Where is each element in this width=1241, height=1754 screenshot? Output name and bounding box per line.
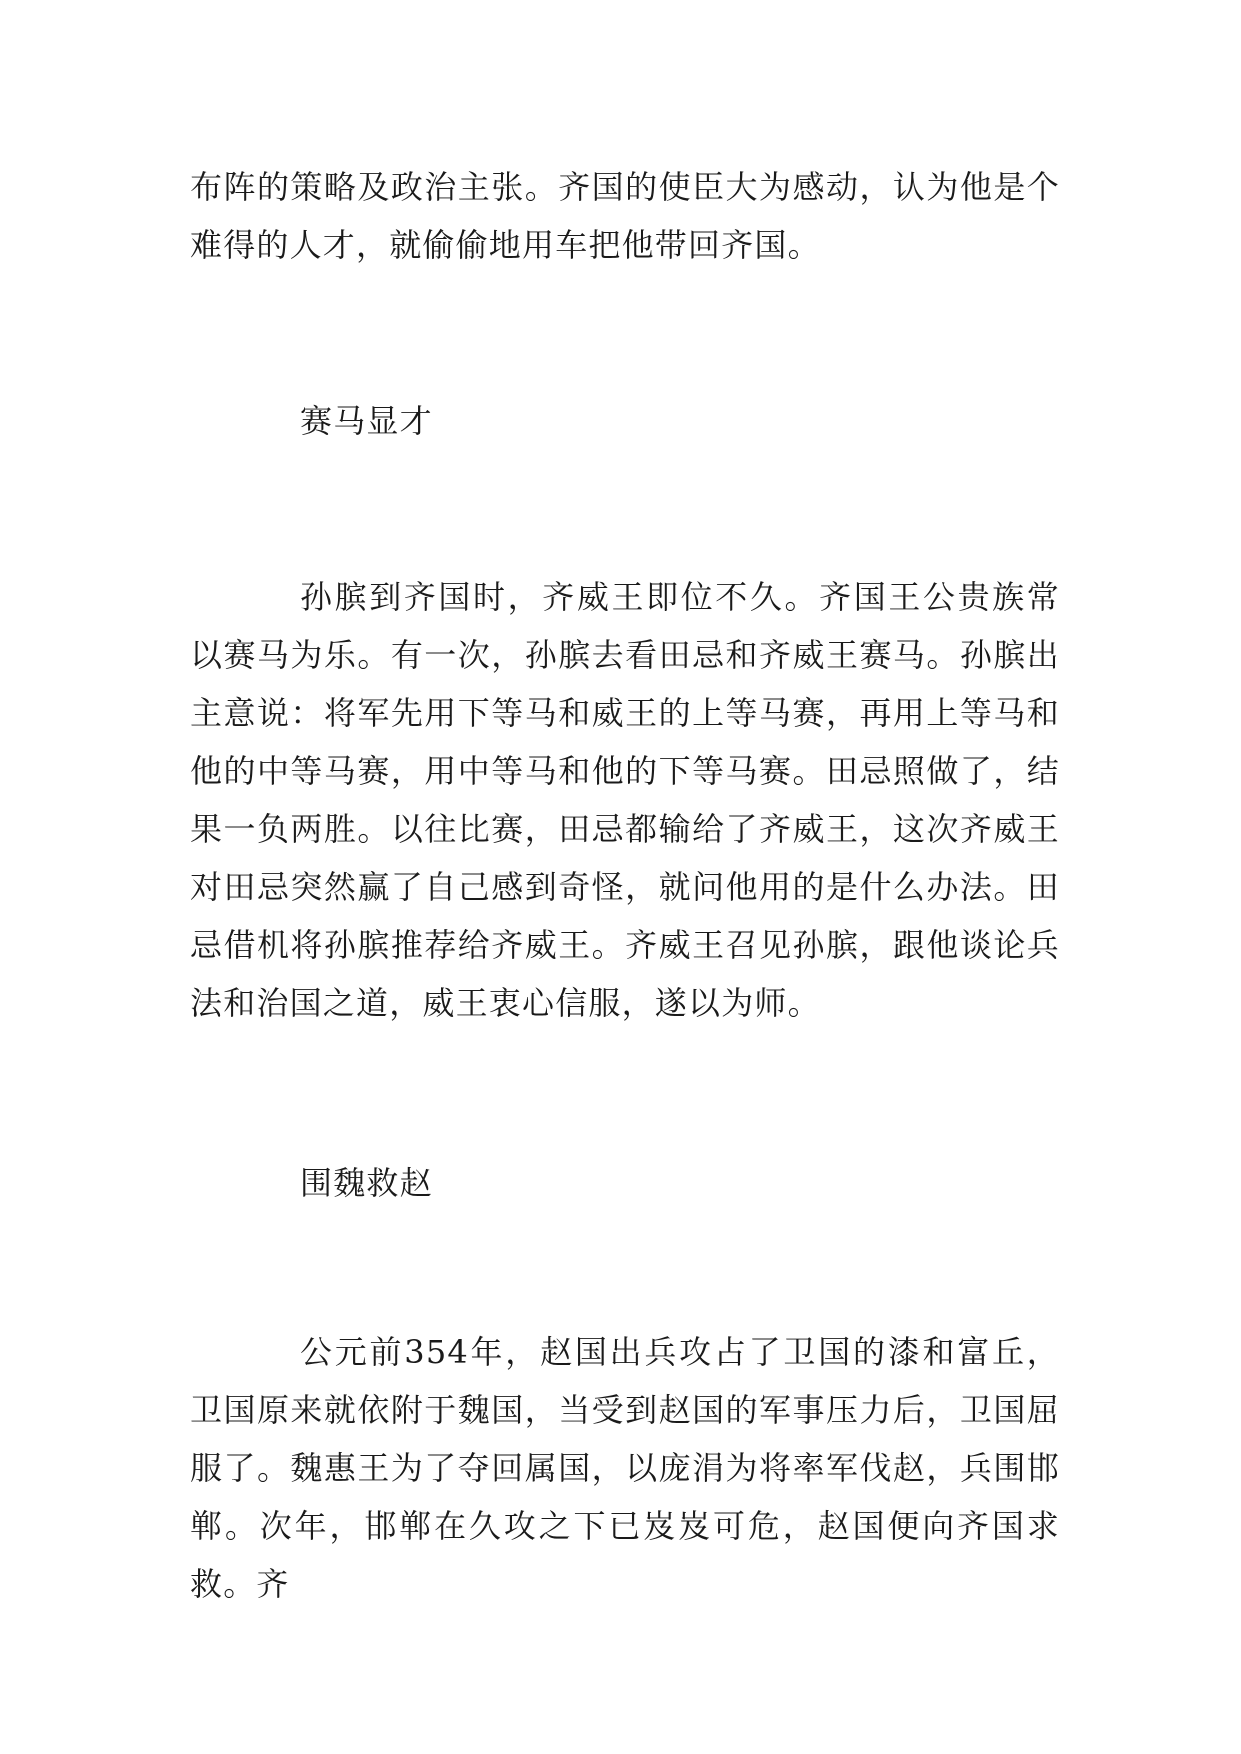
paragraph: 孙膑到齐国时，齐威王即位不久。齐国王公贵族常以赛马为乐。有一次，孙膑去看田忌和齐威王赛马。孙膑出主意说：将军先用下等马和威王的上等马赛，再用上等马和他的中等马赛，用中等马和他的下等马赛。田忌照做了，结果一负两胜。以往比赛，田忌都输给了齐威王，这次齐威王对田忌突然赢了自己感到奇怪，就问他用的是什么办法。田忌借机将孙膑推荐给齐威王。齐威王召见孙膑，跟他谈论兵法和治国之道，威王衷心信服，遂以为师。 bbox=[190, 578, 1060, 1022]
section-heading: 围魏救赵 bbox=[300, 1164, 433, 1202]
paragraph: 公元前354年，赵国出兵攻占了卫国的漆和富丘，卫国原来就依附于魏国，当受到赵国的军事压力后，卫国屈服了。魏惠王为了夺回属国，以庞涓为将率军伐赵，兵围邯郸。次年，邯郸在久攻之下已岌岌可危，赵国便向齐国求救。齐 bbox=[190, 1333, 1060, 1603]
section-heading: 赛马显才 bbox=[300, 402, 433, 440]
paragraph: 布阵的策略及政治主张。齐国的使臣大为感动，认为他是个难得的人才，就偷偷地用车把他带回齐国。 bbox=[190, 168, 1060, 264]
